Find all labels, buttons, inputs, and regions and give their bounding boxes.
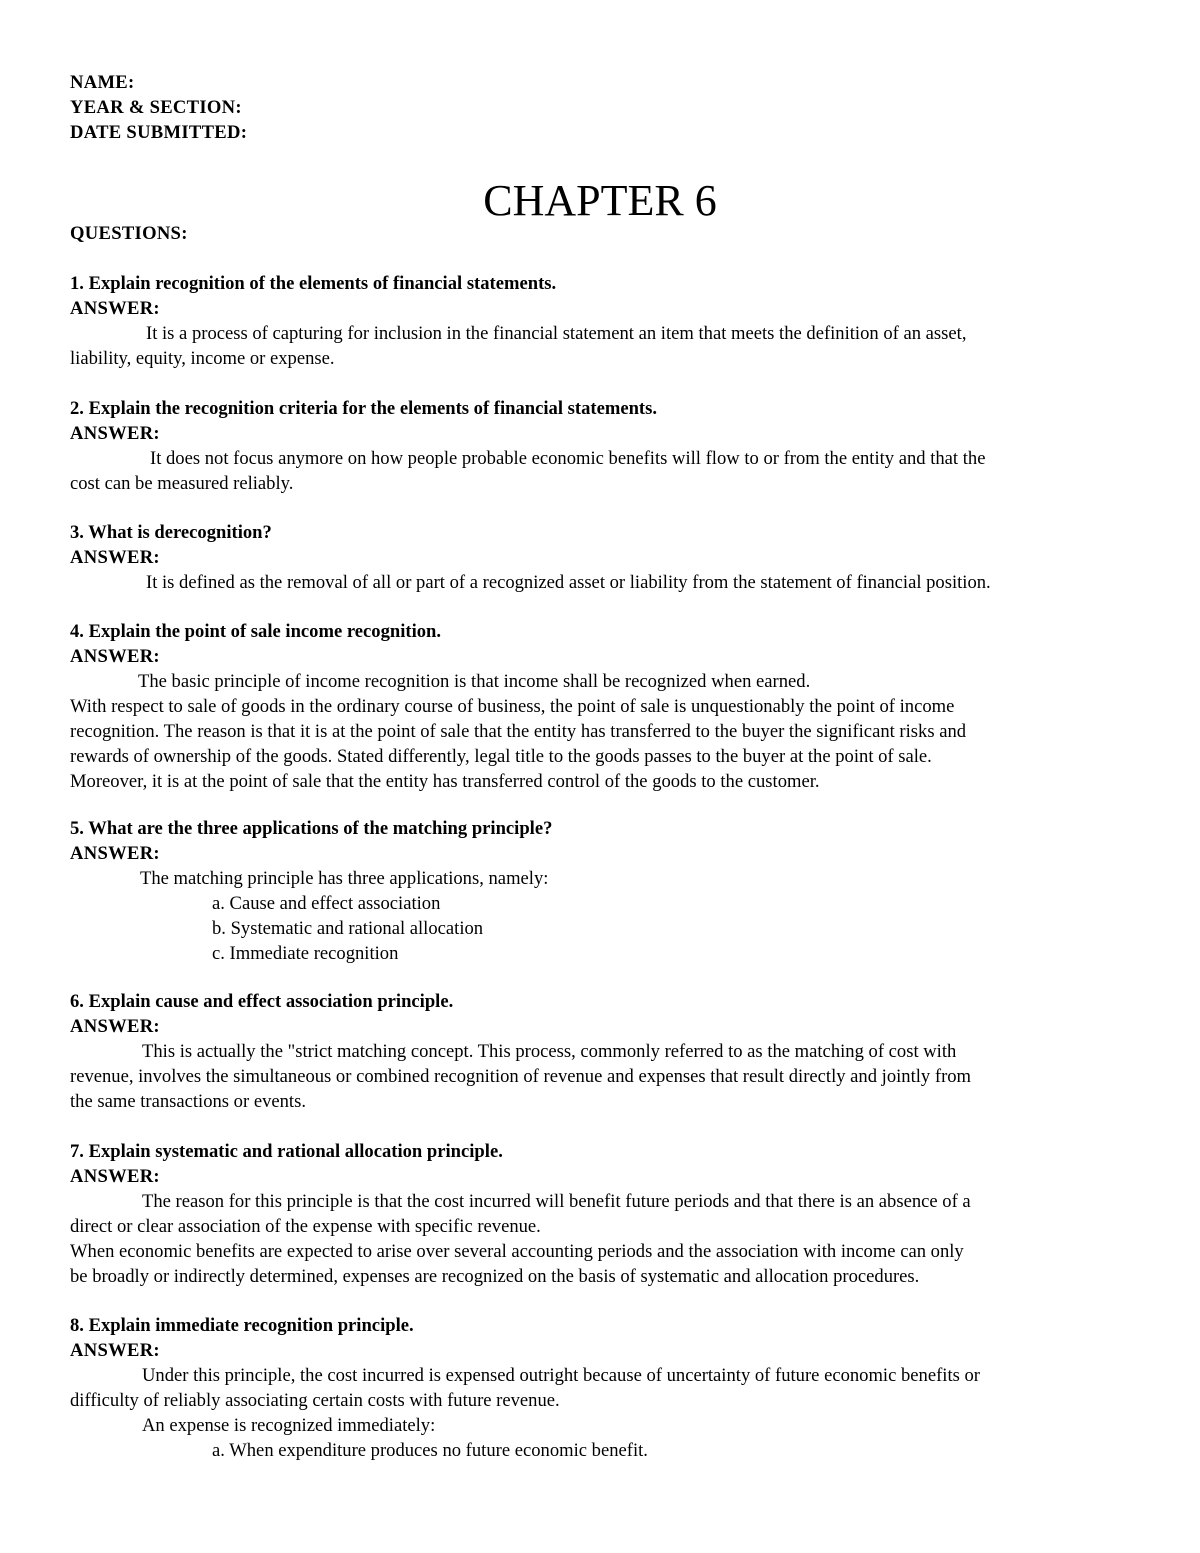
- question-6: 6. Explain cause and effect association principle.: [70, 991, 454, 1012]
- answer-5-item-a: a. Cause and effect association: [212, 893, 441, 914]
- answer-7-line-2: direct or clear association of the expense with specific revenue.: [70, 1216, 541, 1237]
- answer-5-line-1: The matching principle has three applications, namely:: [140, 868, 549, 889]
- answer-4-line-4: rewards of ownership of the goods. Stated differently, legal title to the goods passes to the buyer at the point of sale.: [70, 746, 932, 767]
- question-3: 3. What is derecognition?: [70, 522, 272, 543]
- answer-label-7: ANSWER:: [70, 1166, 160, 1187]
- answer-label-6: ANSWER:: [70, 1016, 160, 1037]
- answer-4-line-5: Moreover, it is at the point of sale that the entity has transferred control of the goods to the customer.: [70, 771, 820, 792]
- answer-5-item-c: c. Immediate recognition: [212, 943, 399, 964]
- qa-block-1: [70, 271, 1130, 371]
- question-1: 1. Explain recognition of the elements of financial statements.: [70, 273, 557, 294]
- date-submitted-label: DATE SUBMITTED:: [70, 122, 248, 143]
- qa-block-5: [70, 816, 1130, 966]
- question-5: 5. What are the three applications of the matching principle?: [70, 818, 553, 839]
- question-8: 8. Explain immediate recognition principle.: [70, 1315, 414, 1336]
- answer-6-line-1: This is actually the "strict matching concept. This process, commonly referred to as the matching of cost with: [142, 1041, 957, 1062]
- answer-7-line-1: The reason for this principle is that the cost incurred will benefit future periods and that there is an absence of a: [142, 1191, 971, 1212]
- answer-6-line-3: the same transactions or events.: [70, 1091, 306, 1112]
- chapter-title: CHAPTER 6: [483, 176, 717, 225]
- answer-7-line-4: be broadly or indirectly determined, expenses are recognized on the basis of systematic and allocation procedures.: [70, 1266, 920, 1287]
- answer-8-line-3: An expense is recognized immediately:: [142, 1415, 436, 1436]
- answer-label-1: ANSWER:: [70, 298, 160, 319]
- answer-8-line-2: difficulty of reliably associating certain costs with future revenue.: [70, 1390, 560, 1411]
- answer-5-item-b: b. Systematic and rational allocation: [212, 918, 484, 939]
- question-2: 2. Explain the recognition criteria for the elements of financial statements.: [70, 398, 657, 419]
- answer-label-4: ANSWER:: [70, 646, 160, 667]
- answer-2-line-2: cost can be measured reliably.: [70, 473, 294, 494]
- document-page: [70, 70, 1130, 1461]
- answer-4-line-3: recognition. The reason is that it is at the point of sale that the entity has transferred to the buyer the significant risks and: [70, 721, 967, 742]
- answer-3-line-1: It is defined as the removal of all or part of a recognized asset or liability from the statement of financial position.: [146, 572, 991, 593]
- answer-2-line-1: It does not focus anymore on how people probable economic benefits will flow to or from the entity and that the: [150, 448, 986, 469]
- question-7: 7. Explain systematic and rational allocation principle.: [70, 1141, 503, 1162]
- answer-label-8: ANSWER:: [70, 1340, 160, 1361]
- answer-8-line-1: Under this principle, the cost incurred is expensed outright because of uncertainty of future economic benefits or: [142, 1365, 980, 1386]
- year-section-label: YEAR & SECTION:: [70, 97, 242, 118]
- answer-1-line-1: It is a process of capturing for inclusion in the financial statement an item that meets the definition of an asset,: [146, 323, 967, 344]
- answer-label-5: ANSWER:: [70, 843, 160, 864]
- answer-4-line-1: The basic principle of income recognition is that income shall be recognized when earned.: [138, 671, 811, 692]
- qa-block-6: [70, 989, 1130, 1114]
- answer-7-line-3: When economic benefits are expected to arise over several accounting periods and the association with income can only: [70, 1241, 964, 1262]
- qa-block-7: [70, 1139, 1130, 1289]
- qa-block-8: [70, 1313, 1130, 1463]
- answer-6-line-2: revenue, involves the simultaneous or combined recognition of revenue and expenses that result directly and jointly from: [70, 1066, 972, 1087]
- name-label: NAME:: [70, 72, 135, 93]
- answer-label-3: ANSWER:: [70, 547, 160, 568]
- answer-label-2: ANSWER:: [70, 423, 160, 444]
- answer-8-item-a: a. When expenditure produces no future economic benefit.: [212, 1440, 648, 1461]
- qa-block-3: [70, 520, 1130, 595]
- qa-block-4: [70, 619, 1130, 794]
- qa-block-2: [70, 396, 1130, 496]
- question-4: 4. Explain the point of sale income recognition.: [70, 621, 442, 642]
- answer-4-line-2: With respect to sale of goods in the ordinary course of business, the point of sale is unquestionably the point of income: [70, 696, 955, 717]
- answer-1-line-2: liability, equity, income or expense.: [70, 348, 335, 369]
- questions-label: QUESTIONS:: [70, 223, 188, 244]
